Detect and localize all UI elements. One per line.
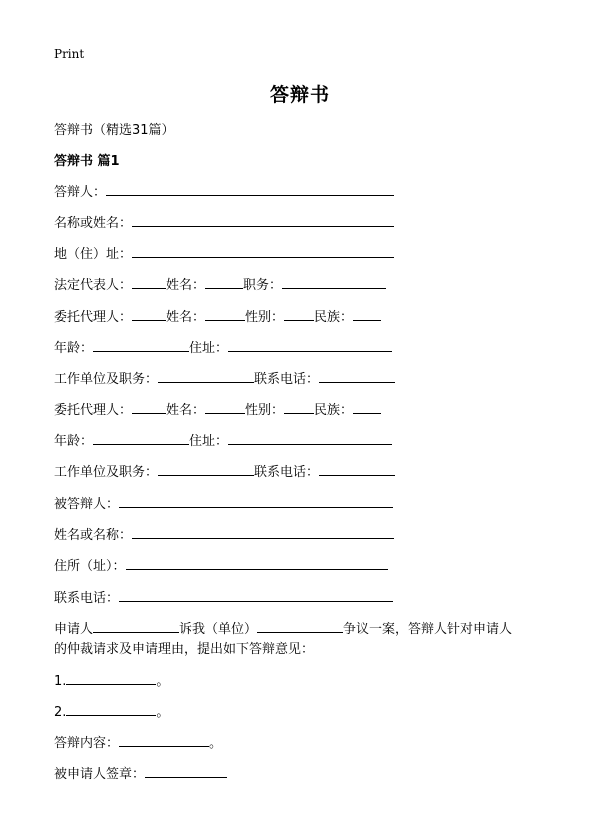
- residence-blank: [228, 430, 392, 445]
- item-2-line: [54, 701, 169, 721]
- ethnicity-label: 民族：: [314, 403, 354, 418]
- agent-line-2: [54, 399, 381, 419]
- sued-me-blank: [257, 618, 343, 633]
- workplace-label: 工作单位及职务：: [54, 465, 159, 480]
- agent-blank: [132, 399, 166, 414]
- name-or-title2-blank: [132, 524, 394, 539]
- content-period: 。: [209, 736, 223, 751]
- name-or-title-blank: [132, 212, 394, 227]
- name-label: 姓名：: [166, 278, 206, 293]
- ethnicity-blank: [353, 306, 381, 321]
- document-title: 答辩书: [269, 84, 330, 106]
- phone-label: 联系电话：: [254, 465, 320, 480]
- residence-blank: [228, 337, 392, 352]
- age-line-1: [54, 337, 392, 357]
- age-blank: [93, 430, 189, 445]
- content-label: 答辩内容：: [54, 736, 120, 751]
- phone-blank: [319, 461, 395, 476]
- document-subtitle: 答辩书（精选31篇）: [54, 123, 175, 138]
- content-line: [54, 732, 222, 752]
- gender-label: 性别：: [245, 403, 285, 418]
- applicant-label: 申请人: [54, 622, 94, 637]
- name-or-title-line: [54, 212, 394, 232]
- dispute-text: 争议一案，答辩人针对申请人: [343, 622, 513, 637]
- agent-blank: [132, 306, 166, 321]
- item-2-label: 2.: [54, 705, 67, 720]
- residence-label: 住址：: [189, 341, 229, 356]
- workplace-blank: [158, 461, 254, 476]
- address-blank: [132, 243, 394, 258]
- workplace-blank: [158, 368, 254, 383]
- dispute-paragraph: [54, 618, 544, 660]
- name-blank: [205, 399, 245, 414]
- name-label: 姓名：: [166, 403, 206, 418]
- age-label: 年龄：: [54, 341, 94, 356]
- phone-blank: [319, 368, 395, 383]
- signature-label: 被申请人签章：: [54, 767, 146, 782]
- item-1-blank: [66, 670, 156, 685]
- gender-blank: [284, 399, 314, 414]
- address-line: [54, 243, 394, 263]
- workplace-line-2: [54, 461, 395, 481]
- age-label: 年龄：: [54, 434, 94, 449]
- dispute-text-2: 的仲裁请求及申请理由，提出如下答辩意见：: [54, 642, 315, 657]
- age-line-2: [54, 430, 392, 450]
- position-blank: [282, 274, 386, 289]
- item-1-label: 1.: [54, 674, 67, 689]
- signature-blank: [145, 763, 227, 778]
- name-label: 姓名：: [166, 310, 206, 325]
- item-2-period: 。: [156, 705, 170, 720]
- item-2-blank: [66, 701, 156, 716]
- ethnicity-label: 民族：: [314, 310, 354, 325]
- agent-label: 委托代理人：: [54, 403, 133, 418]
- legal-rep-line: [54, 274, 386, 294]
- name-or-title-label: 名称或姓名：: [54, 216, 133, 231]
- contact-phone-line: [54, 587, 393, 607]
- domicile-line: [54, 555, 388, 575]
- domicile-blank: [126, 555, 388, 570]
- respondee-line: [54, 493, 393, 513]
- contact-phone-blank: [119, 587, 393, 602]
- domicile-label: 住所（址）：: [54, 559, 126, 574]
- item-1-period: 。: [156, 674, 170, 689]
- applicant-blank: [93, 618, 179, 633]
- gender-label: 性别：: [245, 310, 285, 325]
- phone-label: 联系电话：: [254, 372, 320, 387]
- ethnicity-blank: [353, 399, 381, 414]
- content-blank: [119, 732, 209, 747]
- item-1-line: [54, 670, 169, 690]
- print-label[interactable]: Print: [54, 47, 85, 61]
- legal-rep-blank: [132, 274, 166, 289]
- name-blank: [205, 274, 243, 289]
- workplace-line-1: [54, 368, 395, 388]
- respondee-label: 被答辩人：: [54, 497, 120, 512]
- respondee-blank: [119, 493, 393, 508]
- name-or-title2-label: 姓名或名称：: [54, 528, 133, 543]
- residence-label: 住址：: [189, 434, 229, 449]
- name-or-title2-line: [54, 524, 394, 544]
- respondent-label: 答辩人：: [54, 185, 107, 200]
- respondent-blank: [106, 181, 394, 196]
- contact-phone-label: 联系电话：: [54, 591, 120, 606]
- position-label: 职务：: [243, 278, 283, 293]
- age-blank: [93, 337, 189, 352]
- agent-line-1: [54, 306, 381, 326]
- agent-label: 委托代理人：: [54, 310, 133, 325]
- workplace-label: 工作单位及职务：: [54, 372, 159, 387]
- respondent-line: [54, 181, 394, 201]
- sued-me-label: 诉我（单位）: [179, 622, 258, 637]
- gender-blank: [284, 306, 314, 321]
- legal-rep-label: 法定代表人：: [54, 278, 133, 293]
- address-label: 地（住）址：: [54, 247, 133, 262]
- signature-line: [54, 763, 227, 783]
- name-blank: [205, 306, 245, 321]
- section-heading: 答辩书 篇1: [54, 154, 120, 169]
